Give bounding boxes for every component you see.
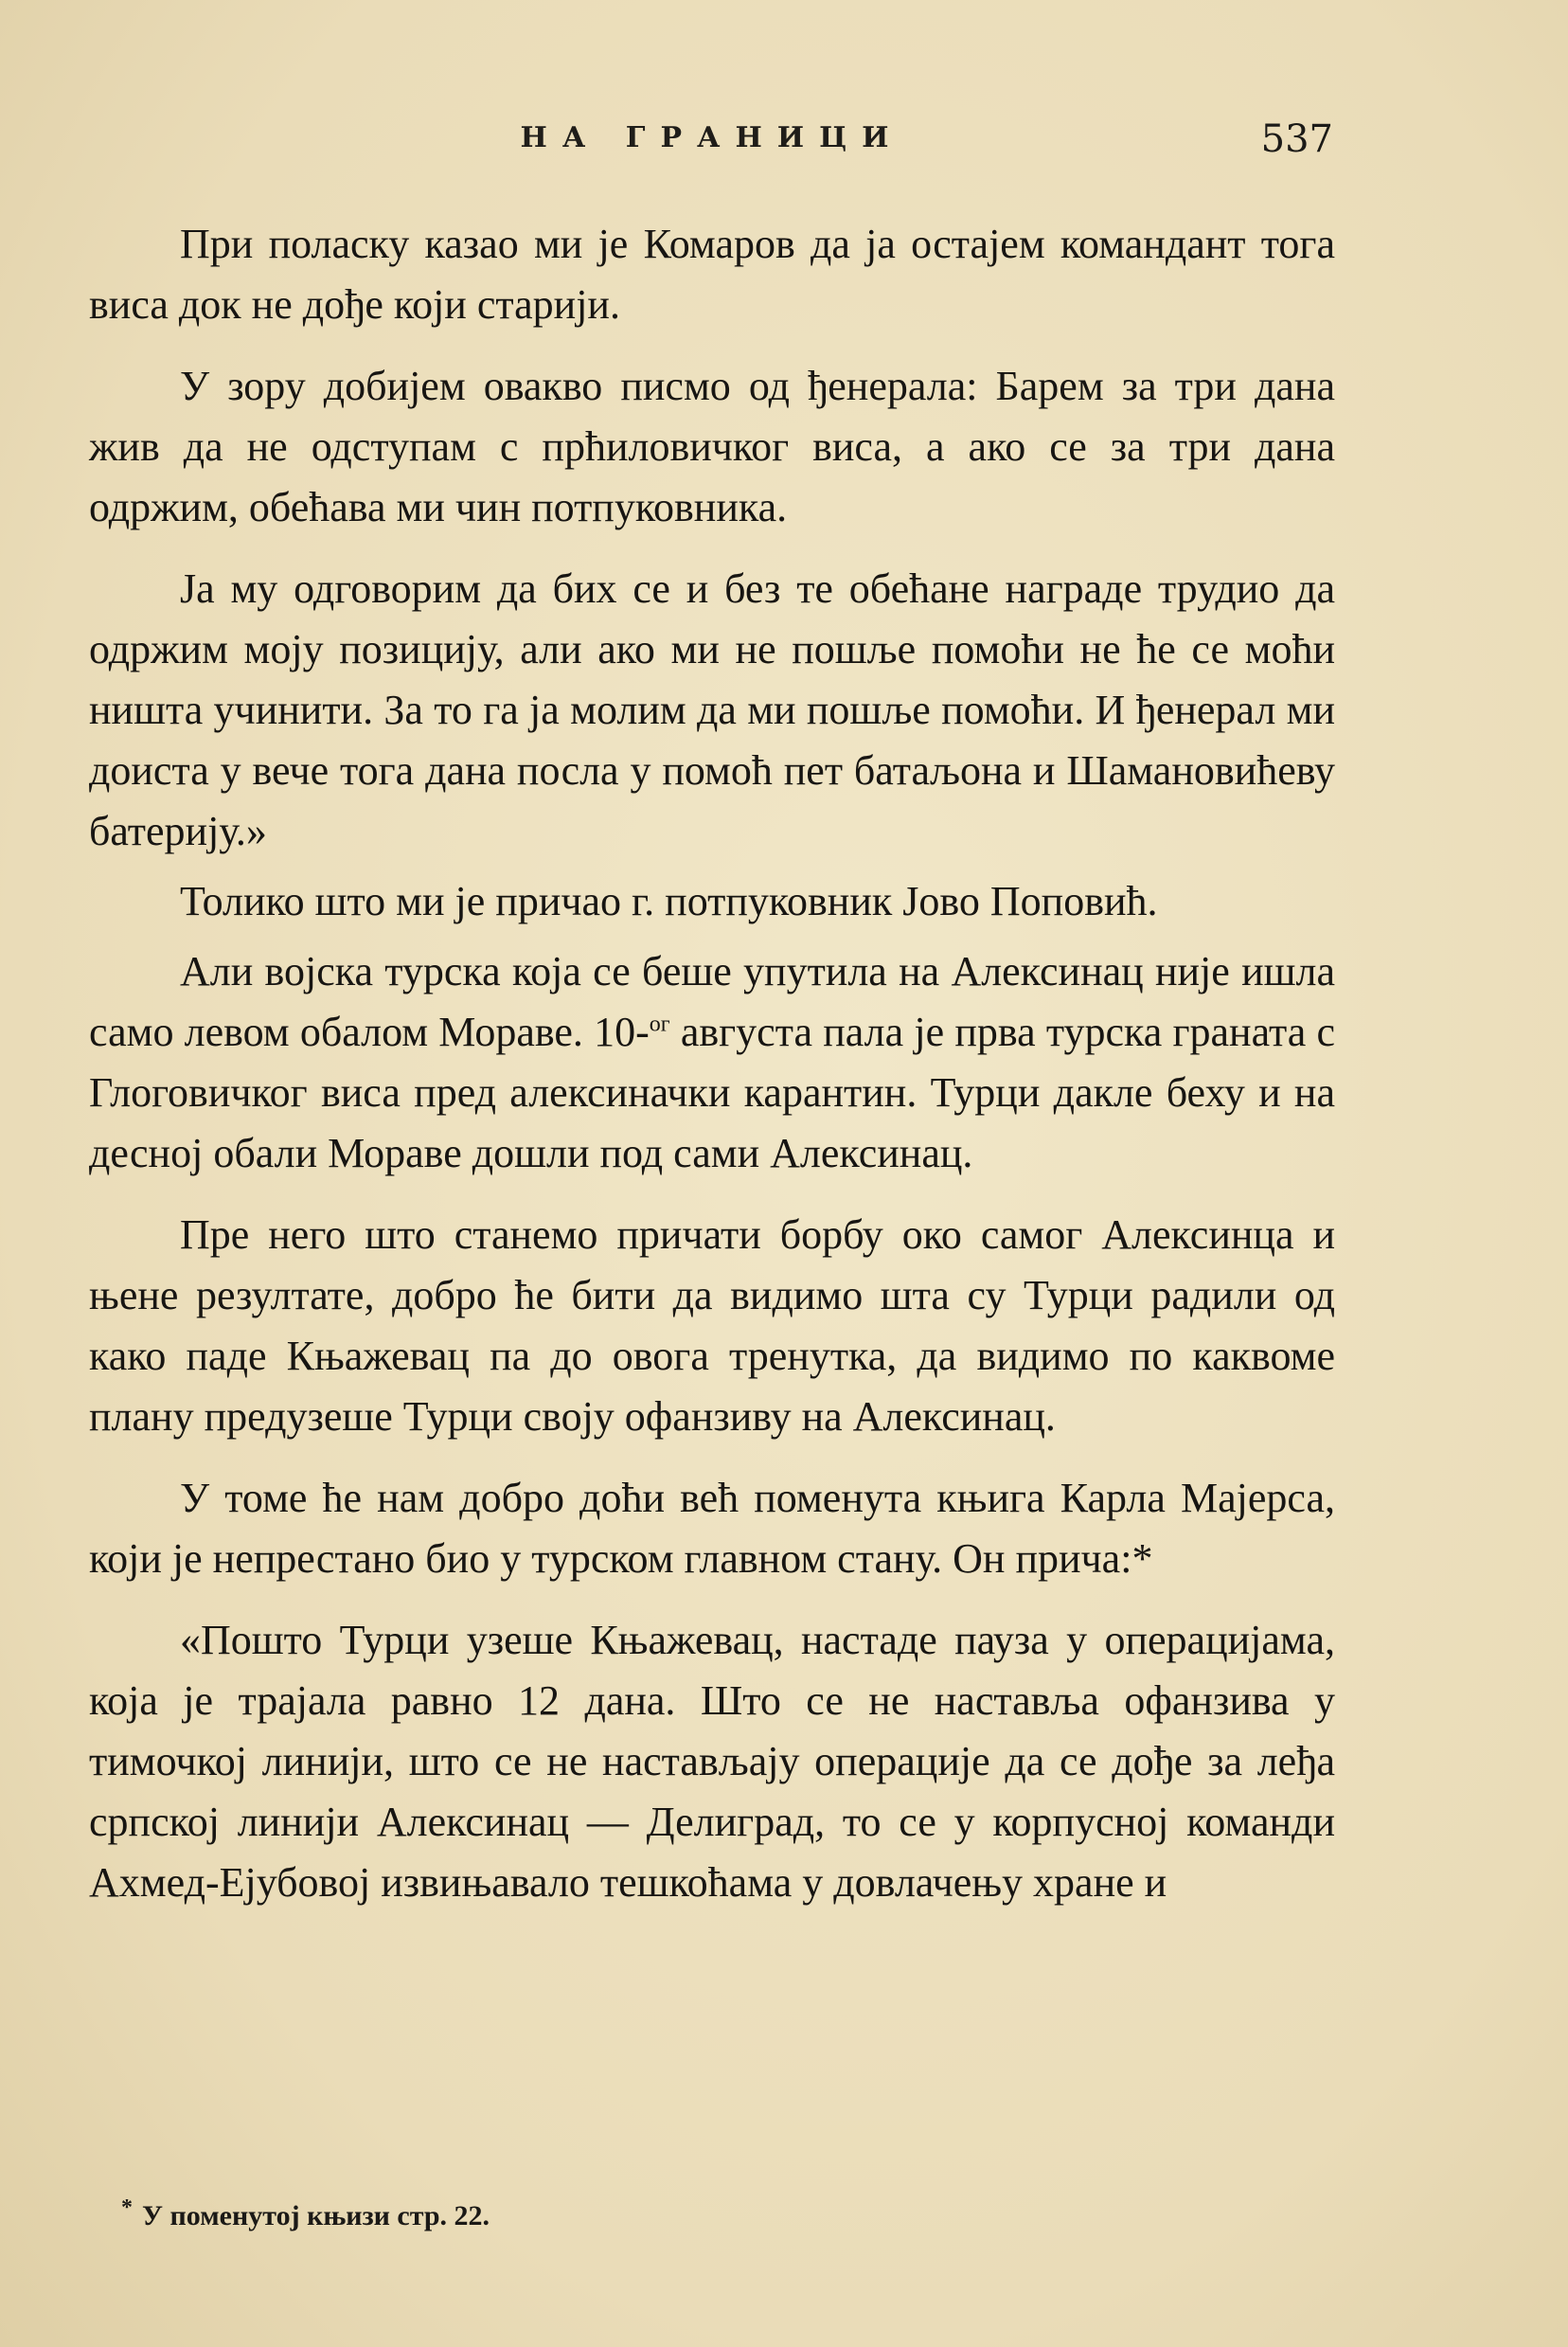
page-number: 537 [1260, 117, 1333, 161]
ordinal-suffix: ог [649, 1012, 670, 1037]
paragraph-5-before: Али војска турска која се беше упутила на Алексинац није ишла само левом обалом Мораве. 10- [89, 948, 1335, 1055]
paragraph-2: У зору добијем овакво писмо од ђенерала: Барем за три дана жив да не одступам с прћиловичког виса, а ако се за три дана одржим, обећава ми чин потпуковника. [89, 363, 1335, 530]
footnote-marker: * [121, 2195, 133, 2220]
paragraph-7: У томе ће нам добро доћи већ поменута књига Карла Мајерса, који је непрестано био у турском главном стану. Он прича:* [89, 1475, 1335, 1582]
paragraph-6: Пре него што станемо причати борбу око самог Алексинца и њене резултате, добро ће бити да видимо шта су Турци радили од како паде Књажевац па до овога тренутка, да видимо по каквоме плану предузеше Турци своју офанзиву на Алексинац. [89, 1211, 1335, 1440]
paragraph-5-after: августа пала је прва турска граната с Глоговичког виса пред алексиначки карантин. Турци дакле беху и на десној обали Мораве дошли под сами Алексинац. [89, 1009, 1336, 1176]
paragraph-3: Ја му одговорим да бих се и без те обећане награде трудио да одржим моју позицију, али ако ми не пошље помоћи не ће се моћи ништа учинити. За то га ја молим да ми пошље помоћи. И ђенерал ми доиста у вече тога дана посла у помоћ пет батаљона и Шамановићеву батерију.» [89, 565, 1335, 854]
paragraph-1: При поласку казао ми је Комаров да ја остајем командант тога виса док не дође који старији. [89, 221, 1335, 328]
running-title: НА ГРАНИЦИ [520, 121, 904, 154]
footnote-text: У поменутој књизи стр. 22. [142, 2200, 490, 2231]
paragraph-5 [89, 941, 1335, 1184]
paragraph-4: Толико што ми је причао г. потпуковник Јово Поповић. [180, 878, 1158, 924]
footnote [121, 2195, 490, 2232]
paragraph-8: «Пошто Турци узеше Књажевац, настаде пауза у операцијама, која је трајала равно 12 дана. Што се не наставља офанзива у тимочкој линији, што се не настављају операције да се дође за леђа српској линији Алексинац — Делиград, то се у корпусној команди Ахмед-Ејубовој извињавало тешкоћама у довлачењу хране и [89, 1617, 1335, 1906]
page-header [91, 117, 1333, 178]
body-text [89, 214, 1335, 1934]
